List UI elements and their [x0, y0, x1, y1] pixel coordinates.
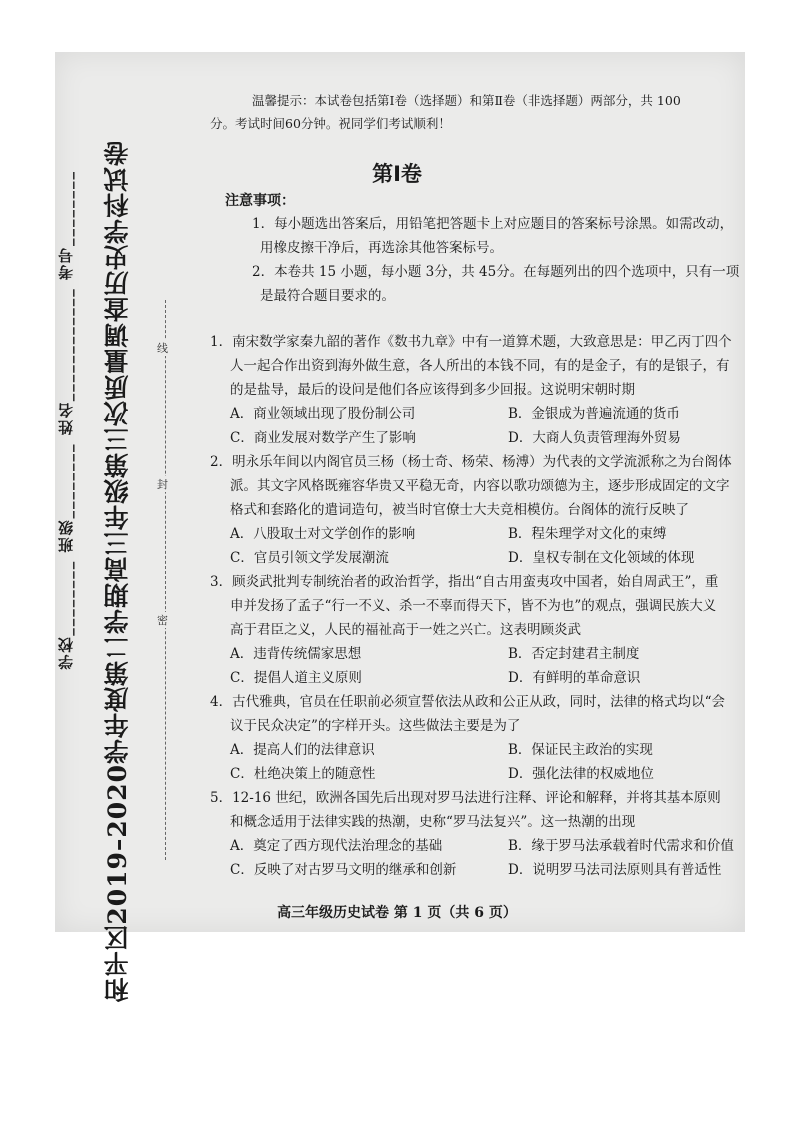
question-1-option-c: C．商业发展对数学产生了影响: [230, 430, 416, 446]
question-4-line-1: 4．古代雅典，官员在任职前必须宣誓依法从政和公正从政，同时，法律的格式均以“会: [210, 694, 725, 710]
question-3-line-3: 高于君臣之义，人民的福祉高于一姓之兴亡。这表明顾炎武: [230, 622, 581, 638]
question-3-option-c: C．提倡人道主义原则: [230, 670, 362, 686]
question-1-option-d: D．大商人负责管理海外贸易: [508, 430, 681, 446]
tip-line-2: 分。考试时间60分钟。祝同学们考试顺利！: [210, 116, 451, 131]
question-4-option-c: C．杜绝决策上的随意性: [230, 766, 376, 782]
school-label: 学校: [57, 635, 75, 670]
seal-mark-secret: 密: [157, 614, 168, 627]
question-3-option-b: B．否定封建君主制度: [508, 646, 640, 662]
question-2-line-1: 2．明永乐年间以内阁官员三杨（杨士奇、杨荣、杨溥）为代表的文学流派称之为台阁体: [210, 454, 732, 470]
class-label: 班级: [57, 518, 75, 553]
question-3-option-a: A．违背传统儒家思想: [230, 646, 362, 662]
question-2-line-3: 格式和套路化的遣词造句，被当时官僚士大夫竞相模仿。台阁体的流行反映了: [230, 502, 689, 518]
question-4-option-d: D．强化法律的权威地位: [508, 766, 654, 782]
exam-no-label: 考号: [57, 246, 75, 280]
notice-item-1-cont: 用橡皮擦干净后，再选涂其他答案标号。: [260, 240, 503, 256]
question-1-line-3: 的是盐导，最后的设问是他们各应该得到多少回报。这说明宋朝时期: [230, 382, 635, 398]
page-footer: 高三年级历史试卷 第 1 页（共 6 页）: [277, 905, 517, 921]
tip-line-1: 温馨提示：本试卷包括第Ⅰ卷（选择题）和第Ⅱ卷（非选择题）两部分，共 100: [252, 93, 681, 108]
seal-mark-seal: 封: [157, 478, 168, 491]
exam-title-vertical: 和平区2019–2020学年度第二学期高三年级第三次质量调查历史学科试卷: [103, 140, 132, 1003]
question-1-option-a: A．商业领域出现了股份制公司: [230, 406, 416, 422]
question-1-line-1: 1．南宋数学家秦九韶的著作《数书九章》中有一道算术题，大致意思是：甲乙丙丁四个: [210, 334, 732, 350]
question-2-option-b: B．程朱理学对文化的束缚: [508, 526, 667, 542]
notice-heading: 注意事项：: [225, 193, 295, 209]
question-4-option-b: B．保证民主政治的实现: [508, 742, 653, 758]
question-2-option-d: D．皇权专制在文化领域的体现: [508, 550, 695, 566]
notice-item-2-cont: 是最符合题目要求的。: [260, 288, 395, 304]
question-5-line-2: 和概念适用于法律实践的热潮，史称“罗马法复兴”。这一热潮的出现: [230, 814, 636, 830]
question-3-option-d: D．有鲜明的革命意识: [508, 670, 641, 686]
question-1-line-2: 人一起合作出资到海外做生意，各人所出的本钱不同，有的是金子，有的是银子，有: [230, 358, 730, 374]
question-3-line-1: 3．顾炎武批判专制统治者的政治哲学，指出“自古用蛮夷攻中国者，始自周武王”，重: [210, 574, 719, 590]
student-info-fields: 学校________ 班级________ 姓名____________ 考号________: [57, 170, 75, 670]
question-1-option-b: B．金银成为普遍流通的货币: [508, 406, 680, 422]
question-5-option-c: C．反映了对古罗马文明的继承和创新: [230, 862, 457, 878]
question-4-line-2: 议于民众决定”的字样开头。这些做法主要是为了: [230, 718, 521, 734]
seal-mark-line: 线: [157, 342, 168, 355]
question-2-option-a: A．八股取士对文学创作的影响: [230, 526, 416, 542]
question-4-option-a: A．提高人们的法律意识: [230, 742, 375, 758]
notice-item-2: 2．本卷共 15 小题，每小题 3分，共 45分。在每题列出的四个选项中，只有一项: [252, 264, 740, 280]
question-3-line-2: 申并发扬了孟子“行一不义、杀一不辜而得天下，皆不为也”的观点，强调民族大义: [230, 598, 717, 614]
question-5-option-d: D．说明罗马法司法原则具有普适性: [508, 862, 722, 878]
volume-title: 第Ⅰ卷: [372, 162, 422, 186]
question-5-option-a: A．奠定了西方现代法治理念的基础: [230, 838, 443, 854]
question-5-line-1: 5．12-16 世纪，欧洲各国先后出现对罗马法进行注释、评论和解释，并将其基本原则: [210, 790, 721, 806]
question-2-option-c: C．官员引领文学发展潮流: [230, 550, 389, 566]
name-label: 姓名: [57, 401, 75, 436]
seal-dashed-line: [165, 300, 166, 860]
question-5-option-b: B．缘于罗马法承载着时代需求和价值: [508, 838, 734, 854]
question-2-line-2: 派。其文字风格既雍容华贵又平稳无奇，内容以歌功颂德为主，逐步形成固定的文字: [230, 478, 730, 494]
notice-item-1: 1．每小题选出答案后，用铅笔把答题卡上对应题目的答案标号涂黑。如需改动，: [252, 216, 734, 232]
